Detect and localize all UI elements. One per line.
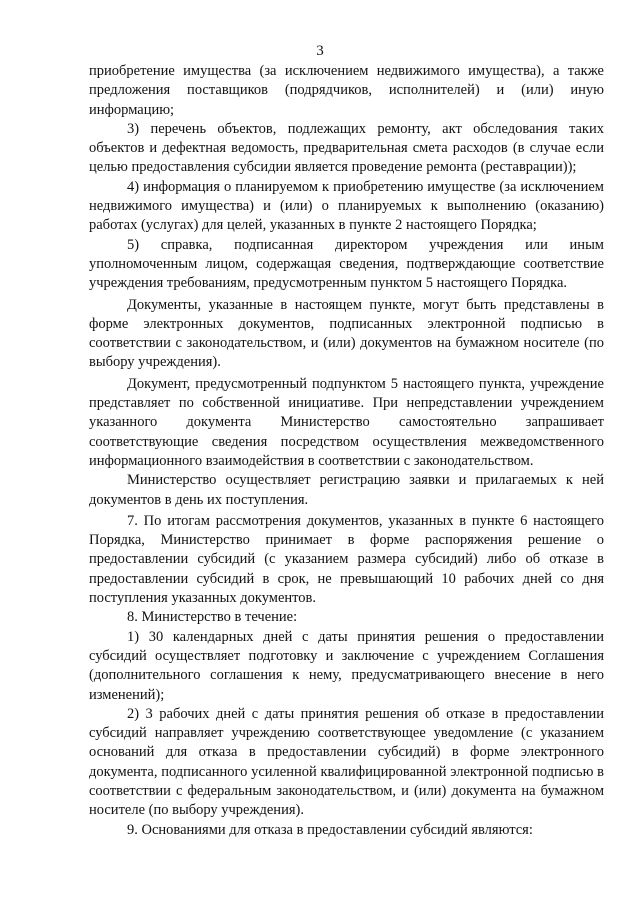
paragraph-item-4: 4) информация о планируемом к приобретению имуществе (за исключением недвижимого имущества) и (или) о планируемых к выполнению (оказанию) работах (услугах) для целей, указанных в пункте 2 настоящего Порядка; — [89, 178, 604, 234]
paragraph-registration: Министерство осуществляет регистрацию заявки и прилагаемых к ней документов в день их поступления. — [89, 472, 604, 508]
paragraph-clause-8-item-1: 1) 30 календарных дней с даты принятия решения о предоставлении субсидий осуществляет подготовку и заключение с учреждением Соглашения (дополнительного соглашения к нему, предусматривающего внесение в него изменений); — [89, 628, 604, 703]
paragraph-item-5: 5) справка, подписанная директором учреждения или иным уполномоченным лицом, содержащая сведения, подтверждающие соответствие учреждения требованиям, предусмотренным пунктом 5 настоящего Порядка. — [89, 236, 604, 292]
paragraph-documents-form: Документы, указанные в настоящем пункте, могут быть представлены в форме электронных документов, подписанных электронной подписью в соответствии с законодательством, и (или) документов на бумажном носителе (по выбору учреждения). — [89, 296, 604, 371]
document-body — [89, 62, 604, 840]
paragraph-continuation: приобретение имущества (за исключением недвижимого имущества), а также предложения поставщиков (подрядчиков, исполнителей) и (или) иную информацию; — [89, 63, 604, 118]
paragraph-clause-7: 7. По итогам рассмотрения документов, указанных в пункте 6 настоящего Порядка, Министерство принимает в форме распоряжения решение о предоставлении субсидий (с указанием размера субсидий) либо об отказе в предоставлении субсидий в срок, не превышающий 10 рабочих дней со дня поступления указанных документов. — [89, 512, 604, 607]
paragraph-clause-8: 8. Министерство в течение: — [127, 609, 298, 626]
page-number: 3 — [316, 43, 324, 59]
paragraph-own-initiative: Документ, предусмотренный подпунктом 5 настоящего пункта, учреждение представляет по собственной инициативе. При непредставлении учреждением указанного документа Министерство самостоятельно запрашивает соответствующие сведения посредством осуществления межведомственного информационного взаимодействия в соответствии с законодательством. — [89, 375, 604, 469]
paragraph-clause-8-item-2: 2) 3 рабочих дней с даты принятия решения об отказе в предоставлении субсидий направляет учреждению соответствующее уведомление (с указанием оснований для отказа в предоставлении субсидий) в форме электронного документа, подписанного усиленной квалифицированной электронной подписью в соответствии с федеральным законодательством, и (или) документа на бумажном носителе (по выбору учреждения). — [89, 705, 604, 819]
paragraph-item-3: 3) перечень объектов, подлежащих ремонту, акт обследования таких объектов и дефектная ведомость, предварительная смета расходов (в случае если целью предоставления субсидии является проведение ремонта (реставрации)); — [89, 120, 604, 176]
paragraph-clause-9: 9. Основаниями для отказа в предоставлении субсидий являются: — [127, 821, 533, 838]
